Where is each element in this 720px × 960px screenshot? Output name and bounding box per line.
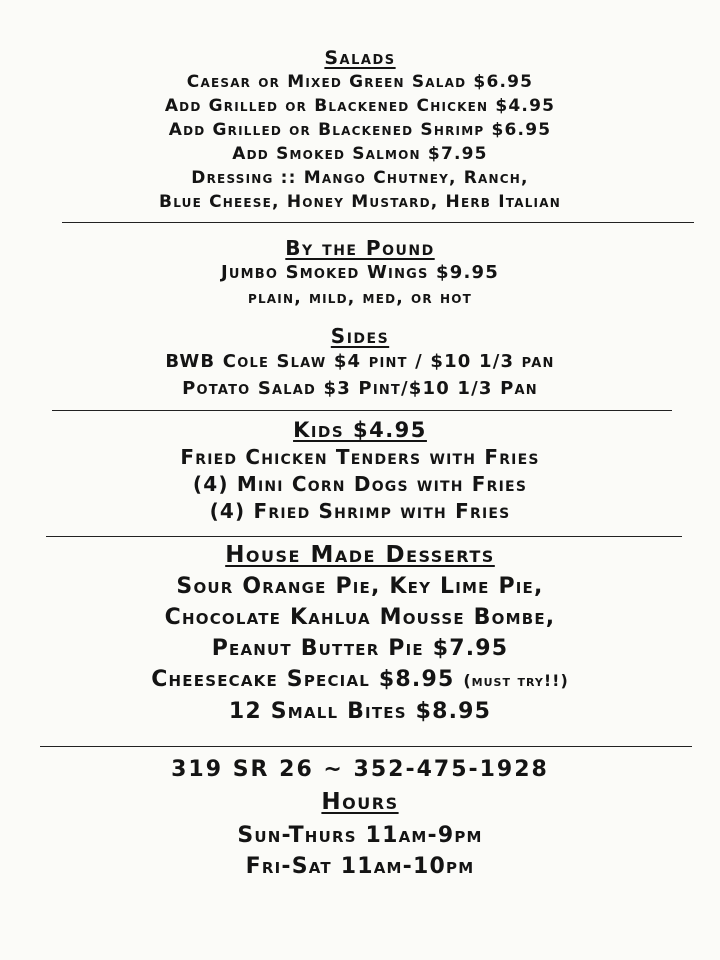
divider xyxy=(52,410,672,411)
salad-item: Add Smoked Salmon $7.95 xyxy=(232,144,488,164)
salad-item: Add Grilled or Blackened Shrimp $6.95 xyxy=(168,120,552,140)
dessert-item: Chocolate Kahlua Mousse Bombe, xyxy=(164,605,556,630)
kids-heading: Kids $4.95 xyxy=(293,418,427,442)
by-the-pound-heading: By the Pound xyxy=(285,236,435,260)
kids-item: (4) Mini Corn Dogs with Fries xyxy=(192,472,528,496)
side-item: BWB Cole Slaw $4 pint / $10 1/3 pan xyxy=(165,351,555,372)
sides-heading: Sides xyxy=(330,324,390,348)
hours-line: Fri-Sat 11am-10pm xyxy=(245,854,475,879)
desserts-section xyxy=(20,540,700,727)
must-try-note: (must try!!) xyxy=(463,671,569,690)
divider xyxy=(40,746,692,747)
side-item: Potato Salad $3 Pint/$10 1/3 Pan xyxy=(182,378,538,399)
cheesecake-special xyxy=(20,664,700,696)
address-phone: 319 SR 26 ~ 352-475-1928 xyxy=(171,757,549,782)
dressing-line: Blue Cheese, Honey Mustard, Herb Italian xyxy=(159,192,561,212)
by-the-pound-section xyxy=(20,236,700,311)
hours-heading: Hours xyxy=(321,789,399,815)
wings-options: plain, mild, med, or hot xyxy=(247,288,473,308)
desserts-heading: House Made Desserts xyxy=(225,542,495,568)
divider xyxy=(46,536,682,537)
kids-item: Fried Chicken Tenders with Fries xyxy=(180,445,540,469)
small-bites-item: 12 Small Bites $8.95 xyxy=(228,699,492,724)
divider xyxy=(62,222,694,223)
cheesecake-special-label: Cheesecake Special $8.95 xyxy=(151,667,455,692)
kids-item: (4) Fried Shrimp with Fries xyxy=(209,499,511,523)
salads-heading: Salads xyxy=(324,47,396,69)
sides-section xyxy=(20,324,700,402)
dessert-item: Peanut Butter Pie $7.95 xyxy=(211,636,509,661)
dessert-item: Sour Orange Pie, Key Lime Pie, xyxy=(176,574,544,599)
wings-item: Jumbo Smoked Wings $9.95 xyxy=(221,262,499,283)
footer-section xyxy=(20,754,700,882)
dressing-line: Dressing :: Mango Chutney, Ranch, xyxy=(191,168,529,188)
salads-section xyxy=(20,46,700,214)
salad-item: Add Grilled or Blackened Chicken $4.95 xyxy=(164,96,556,116)
kids-section xyxy=(20,416,700,525)
hours-line: Sun-Thurs 11am-9pm xyxy=(237,823,483,848)
salad-item: Caesar or Mixed Green Salad $6.95 xyxy=(186,72,534,92)
